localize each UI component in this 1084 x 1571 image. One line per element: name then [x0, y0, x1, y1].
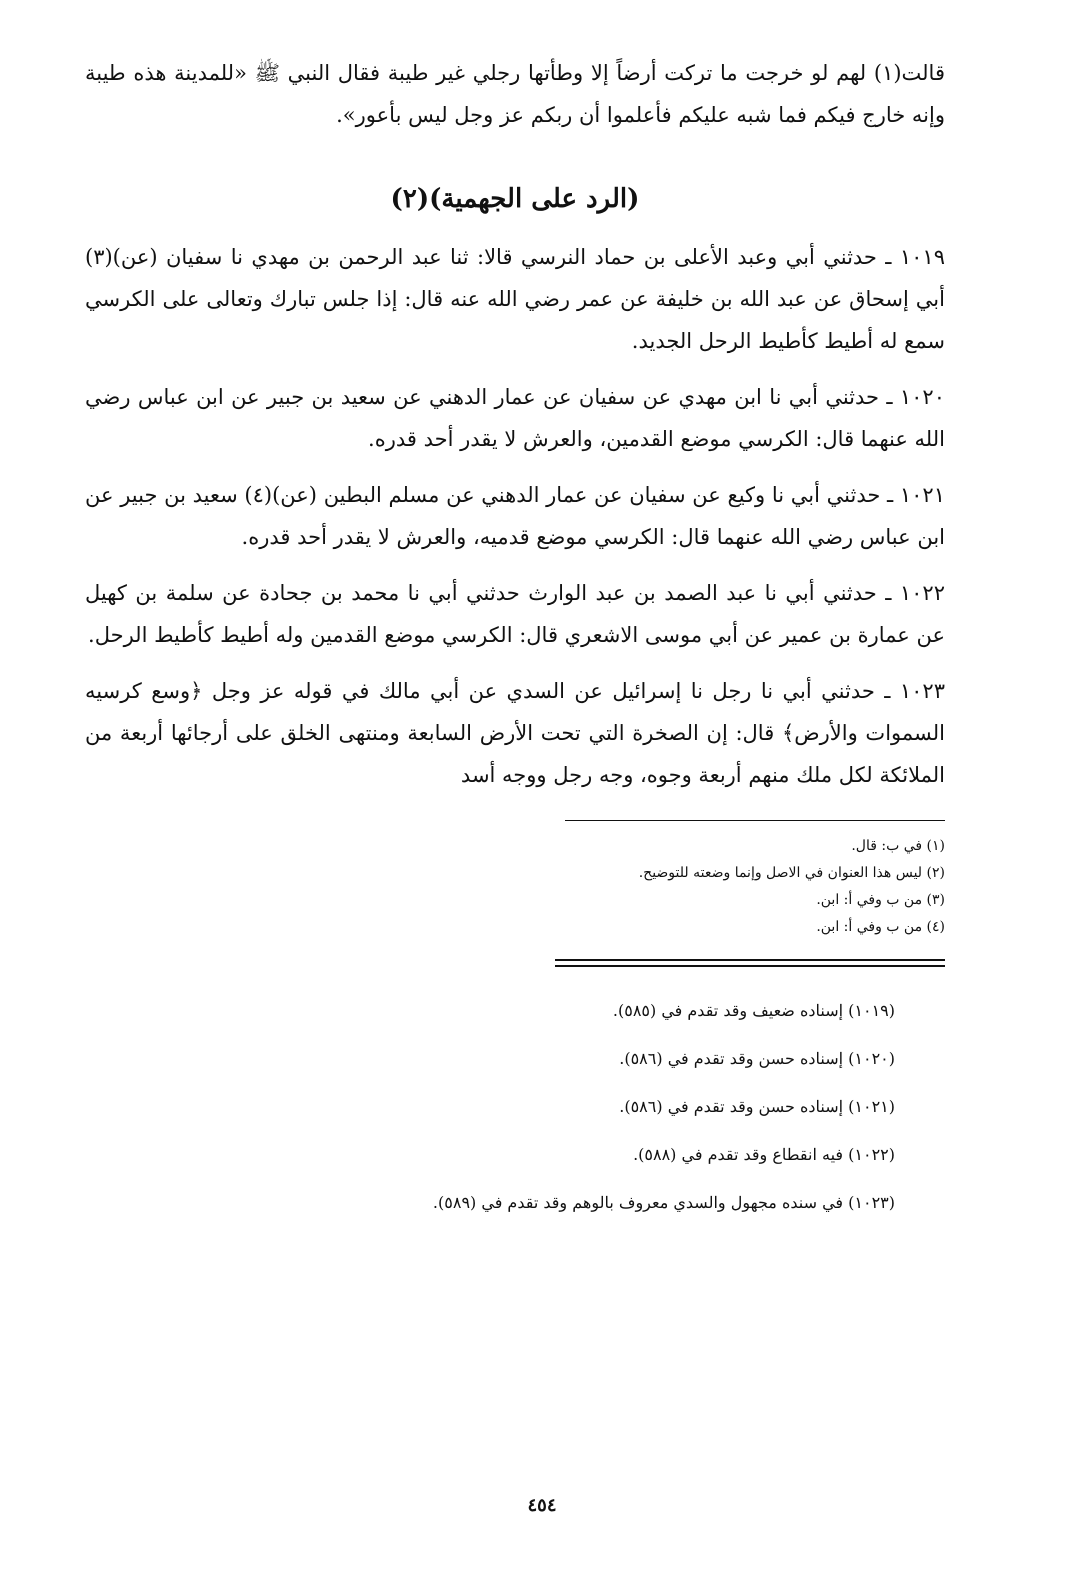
page-number: ٤٥٤	[527, 1495, 557, 1516]
footnote-divider	[565, 820, 945, 821]
section-heading: (الرد على الجهمية)(٢)	[390, 184, 640, 214]
grading-note-1022: (١٠٢٢) فيه انقطاع وقد تقدم في (٥٨٨).	[633, 1145, 895, 1164]
footnote-1: (١) في ب: قال.	[851, 838, 945, 854]
footnote-3: (٣) من ب وفي أ: ابن.	[816, 892, 945, 908]
intro-paragraph: قالت(١) لهم لو خرجت ما تركت أرضاً إلا وطأتها رجلي غير طيبة فقال النبي ﷺ «للمدينة هذه طيبة وإنه خارج فيكم فما شبه عليكم فأعلموا أن ربكم عز وجل ليس بأعور».	[85, 61, 945, 127]
hadith-list	[85, 236, 945, 796]
grading-notes	[85, 987, 945, 1227]
hadith-1022: ١٠٢٢ ـ حدثني أبي نا عبد الصمد بن عبد الوارث حدثني أبي نا محمد بن جحادة عن سلمة بن كهيل عن عمارة بن عمير عن أبي موسى الاشعري قال: الكرسي موضع القدمين وله أطيط كأطيط الرحل.	[85, 581, 945, 647]
hadith-1023: ١٠٢٣ ـ حدثني أبي نا رجل نا إسرائيل عن السدي عن أبي مالك في قوله عز وجل ﴿وسع كرسيه السموات والأرض﴾ قال: إن الصخرة التي تحت الأرض السابعة ومنتهى الخلق على أرجائها أربعة من الملائكة لكل ملك منهم أربعة وجوه، وجه رجل ووجه أسد	[85, 679, 945, 787]
footnote-4: (٤) من ب وفي أ: ابن.	[816, 919, 945, 935]
notes-divider	[555, 959, 945, 967]
footnote-2: (٢) ليس هذا العنوان في الاصل وإنما وضعته للتوضيح.	[638, 865, 945, 881]
hadith-1020: ١٠٢٠ ـ حدثني أبي نا ابن مهدي عن سفيان عن عمار الدهني عن سعيد بن جبير عن ابن عباس رضي الله عنهما قال: الكرسي موضع القدمين، والعرش لا يقدر أحد قدره.	[85, 385, 945, 451]
footnotes	[85, 833, 945, 941]
page-body	[85, 52, 945, 1227]
grading-note-1023: (١٠٢٣) في سنده مجهول والسدي معروف بالوهم وقد تقدم في (٥٨٩).	[432, 1193, 895, 1212]
grading-note-1019: (١٠١٩) إسناده ضعيف وقد تقدم في (٥٨٥).	[612, 1001, 895, 1020]
grading-note-1021: (١٠٢١) إسناده حسن وقد تقدم في (٥٨٦).	[619, 1097, 895, 1116]
grading-note-1020: (١٠٢٠) إسناده حسن وقد تقدم في (٥٨٦).	[619, 1049, 895, 1068]
hadith-1019: ١٠١٩ ـ حدثني أبي وعبد الأعلى بن حماد النرسي قالا: ثنا عبد الرحمن بن مهدي نا سفيان (عن)(٣) أبي إسحاق عن عبد الله بن خليفة عن عمر رضي الله عنه قال: إذا جلس تبارك وتعالى على الكرسي سمع له أطيط كأطيط الرحل الجديد.	[85, 245, 945, 353]
hadith-1021: ١٠٢١ ـ حدثني أبي نا وكيع عن سفيان عن عمار الدهني عن مسلم البطين (عن)(٤) سعيد بن جبير عن ابن عباس رضي الله عنهما قال: الكرسي موضع قدميه، والعرش لا يقدر أحد قدره.	[85, 483, 945, 549]
